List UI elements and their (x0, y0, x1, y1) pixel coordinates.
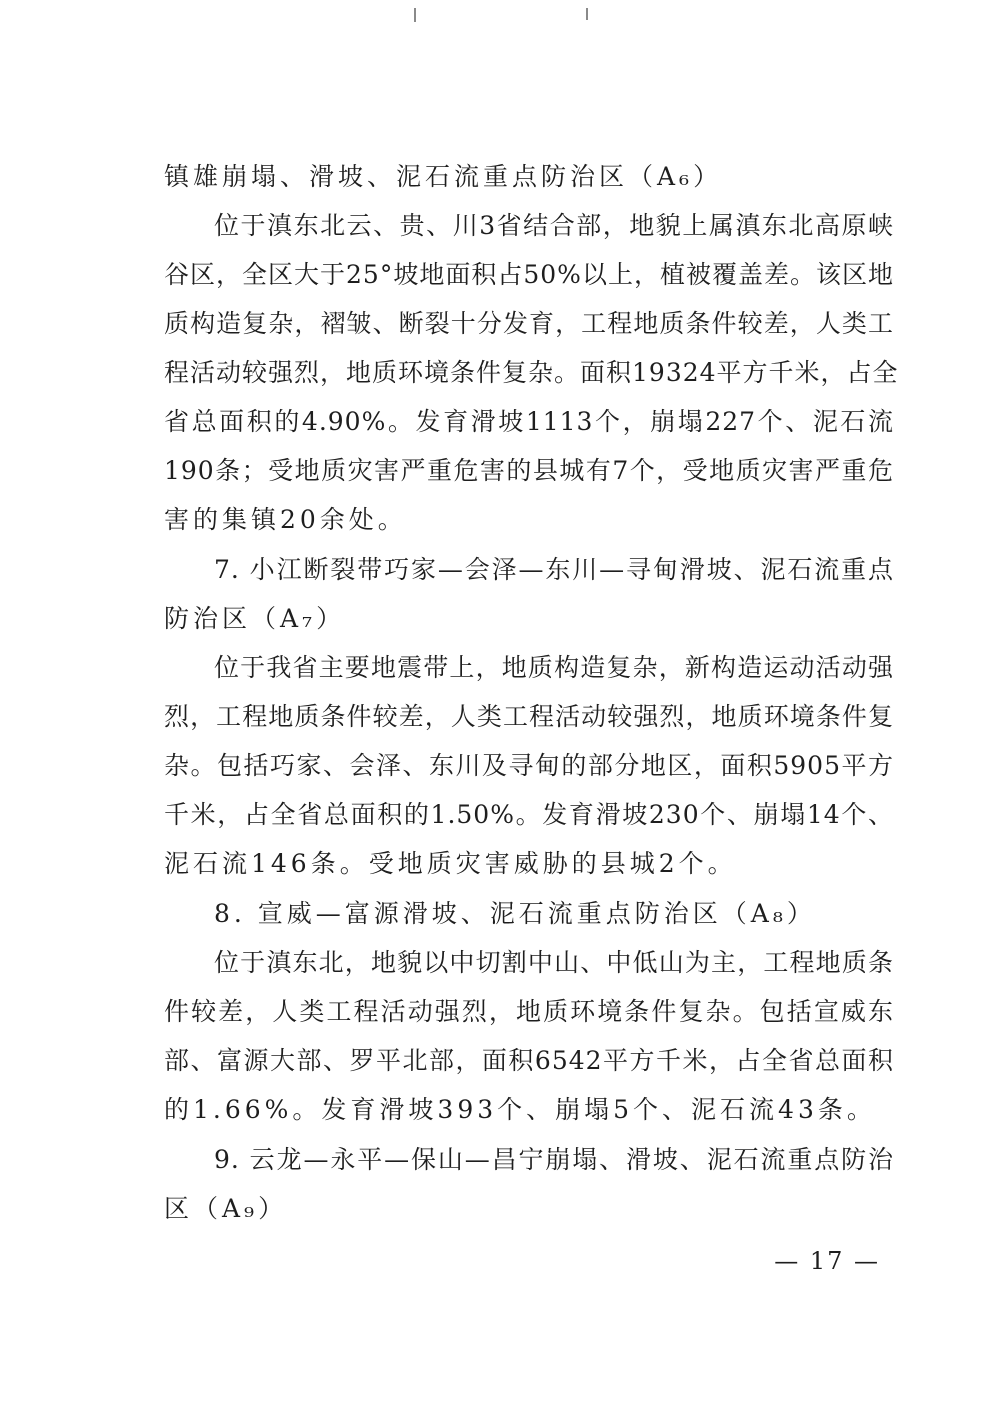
page-number: — 17 — (774, 1247, 880, 1275)
paragraph-line: 位于我省主要地震带上，地质构造复杂，新构造运动活动强 (214, 653, 894, 682)
heading-a9-continuation: 区（A₉） (164, 1194, 288, 1223)
paragraph-line: 杂。包括巧家、会泽、东川及寻甸的部分地区，面积5905平方 (164, 751, 894, 780)
paragraph-line: 省总面积的4.90%。发育滑坡1113个，崩塌227个、泥石流 (164, 407, 894, 436)
paragraph-line: 泥石流146条。受地质灾害威胁的县城2个。 (164, 849, 737, 878)
paragraph-line: 件较差，人类工程活动强烈，地质环境条件复杂。包括宣威东 (164, 997, 894, 1026)
paragraph-line: 害的集镇20余处。 (164, 505, 407, 534)
paragraph-line: 谷区，全区大于25°坡地面积占50%以上，植被覆盖差。该区地 (164, 260, 894, 289)
scan-mark-top-left (414, 8, 416, 22)
paragraph-line: 位于滇东北，地貌以中切割中山、中低山为主，工程地质条 (214, 948, 894, 977)
heading-a8: 8. 宣威—富源滑坡、泥石流重点防治区（A₈） (214, 899, 816, 928)
heading-a9: 9. 云龙—永平—保山—昌宁崩塌、滑坡、泥石流重点防治 (214, 1145, 894, 1174)
heading-a7: 7. 小江断裂带巧家—会泽—东川—寻甸滑坡、泥石流重点 (214, 555, 894, 584)
paragraph-line: 质构造复杂，褶皱、断裂十分发育，工程地质条件较差，人类工 (164, 309, 894, 338)
scan-mark-top-right (586, 8, 588, 20)
paragraph-line: 千米，占全省总面积的1.50%。发育滑坡230个、崩塌14个、 (164, 800, 894, 829)
heading-a6: 镇雄崩塌、滑坡、泥石流重点防治区（A₆） (164, 162, 723, 191)
paragraph-line: 部、富源大部、罗平北部，面积6542平方千米，占全省总面积 (164, 1046, 894, 1075)
paragraph-line: 位于滇东北云、贵、川3省结合部，地貌上属滇东北高原峡 (214, 211, 894, 240)
paragraph-line: 烈，工程地质条件较差，人类工程活动较强烈，地质环境条件复 (164, 702, 894, 731)
paragraph-line: 190条；受地质灾害严重危害的县城有7个，受地质灾害严重危 (164, 456, 894, 485)
paragraph-line: 程活动较强烈，地质环境条件复杂。面积19324平方千米，占全 (164, 358, 899, 387)
heading-a7-continuation: 防治区（A₇） (164, 604, 346, 633)
paragraph-line: 的1.66%。发育滑坡393个、崩塌5个、泥石流43条。 (164, 1095, 876, 1124)
